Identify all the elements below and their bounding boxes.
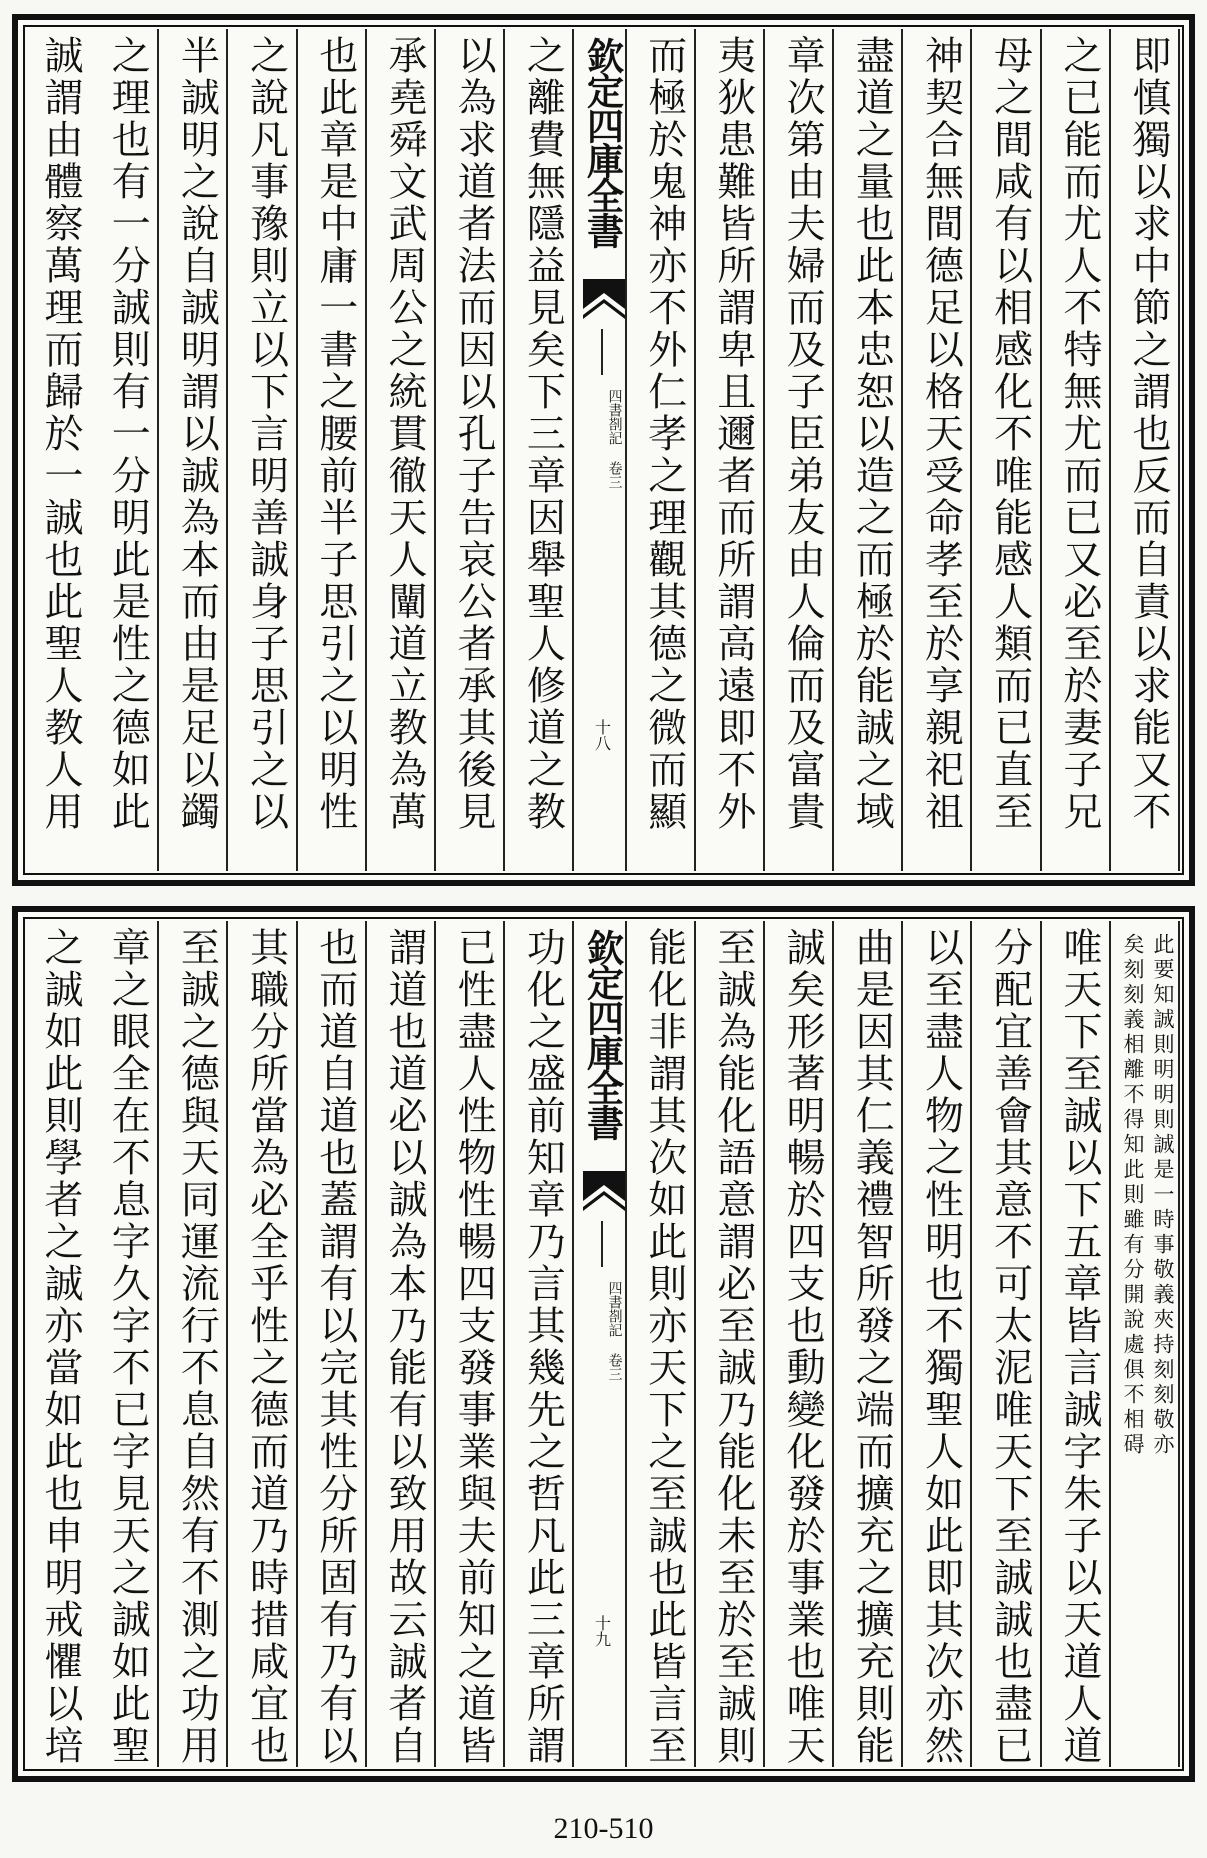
spine-rule <box>601 1221 603 1267</box>
fishtail-mark-icon <box>583 1171 625 1215</box>
book-spine-center <box>581 921 627 1767</box>
text-column: 神契合無間德足以格天受命孝至於享親祀祖 <box>909 29 972 871</box>
text-column: 之已能而尤人不特無尤而已又必至於妻子兄 <box>1048 29 1111 871</box>
text-column: 之理也有一分誠則有一分明此是性之德如此 <box>96 29 159 871</box>
text-column: 母之間咸有以相感化不唯能感人類而已直至 <box>979 29 1042 871</box>
text-column: 盡道之量也此本忠恕以造之而極於能誠之域 <box>840 29 903 871</box>
bottom-page-columns <box>27 921 1180 1767</box>
spine-title: 欽定四庫全書 <box>580 929 625 1139</box>
top-page-frame <box>12 14 1195 886</box>
text-column: 其職分所當為必全乎性之德而道乃時措咸宜也 <box>235 921 298 1767</box>
text-column: 能化非謂其次如此則亦天下之至誠也此皆言至 <box>633 921 696 1767</box>
spine-page-number: 十九 <box>592 1615 612 1647</box>
text-column: 承堯舜文武周公之統貫徹天人闡道立教為萬 <box>373 29 436 871</box>
text-column: 至誠之德與天同運流行不息自然有不測之功用 <box>165 921 228 1767</box>
text-column: 已性盡人性物性暢四支發事業與夫前知之道皆 <box>442 921 505 1767</box>
text-column: 誠矣形著明暢於四支也動變化發於事業也唯天 <box>771 921 834 1767</box>
text-column: 章之眼全在不息字久字不已字見天之誠如此聖 <box>96 921 159 1767</box>
text-column: 之誠如此則學者之誠亦當如此也申明戒懼以培 <box>38 927 83 1767</box>
text-column: 以至盡人物之性明也不獨聖人如此即其次亦然 <box>909 921 972 1767</box>
text-column: 功化之盛前知章乃言其幾先之哲凡此三章所謂 <box>511 921 574 1767</box>
text-column: 半誠明之說自誠明謂以誠為本而由是足以蠲 <box>165 29 228 871</box>
text-column: 誠謂由體察萬理而歸於一誠也此聖人教人用 <box>38 35 83 833</box>
text-column: 謂道也道必以誠為本乃能有以致用故云誠者自 <box>373 921 436 1767</box>
annotation-column <box>1117 921 1180 1767</box>
page-number: 210-510 <box>553 1812 654 1845</box>
spine-volume: 四書剳記 卷三 <box>606 1281 623 1381</box>
spine-title: 欽定四庫全書 <box>580 37 625 247</box>
text-column: 也此章是中庸一書之腰前半子思引之以明性 <box>304 29 367 871</box>
text-column: 夷狄患難皆所謂卑且邇者而所謂高遠即不外 <box>702 29 765 871</box>
text-column: 唯天下至誠以下五章皆言誠字朱子以天道人道 <box>1048 921 1111 1767</box>
spine-page-number: 十八 <box>592 719 612 751</box>
text-column: 之離費無隱益見矣下三章因舉聖人修道之教 <box>511 29 574 871</box>
annotation-line: 矣刻刻義相離不得知此則雖有分開說處俱不相碍 <box>1121 933 1145 1458</box>
text-column: 曲是因其仁義禮智所發之端而擴充之擴充則能 <box>840 921 903 1767</box>
top-page-columns <box>27 29 1180 871</box>
annotation-line: 此要知誠則明明則誠是一時事敬義夾持刻刻敬亦 <box>1151 933 1175 1458</box>
text-column: 至誠為能化語意謂必至誠乃能化未至於至誠則 <box>702 921 765 1767</box>
fishtail-mark-icon <box>583 279 625 323</box>
book-spine-center <box>581 29 627 871</box>
text-column: 即慎獨以求中節之謂也反而自責以求能又不 <box>1117 29 1180 871</box>
bottom-page-frame <box>12 906 1195 1782</box>
spine-rule <box>601 329 603 375</box>
text-column: 而極於鬼神亦不外仁孝之理觀其德之微而顯 <box>633 29 696 871</box>
text-column: 分配宜善會其意不可太泥唯天下至誠誠也盡已 <box>979 921 1042 1767</box>
text-column: 也而道自道也蓋謂有以完其性分所固有乃有以 <box>304 921 367 1767</box>
text-column: 以為求道者法而因以孔子告哀公者承其後見 <box>442 29 505 871</box>
spine-volume: 四書剳記 卷三 <box>606 389 623 489</box>
text-column: 之說凡事豫則立以下言明善誠身子思引之以 <box>235 29 298 871</box>
text-column: 章次第由夫婦而及子臣弟友由人倫而及富貴 <box>771 29 834 871</box>
